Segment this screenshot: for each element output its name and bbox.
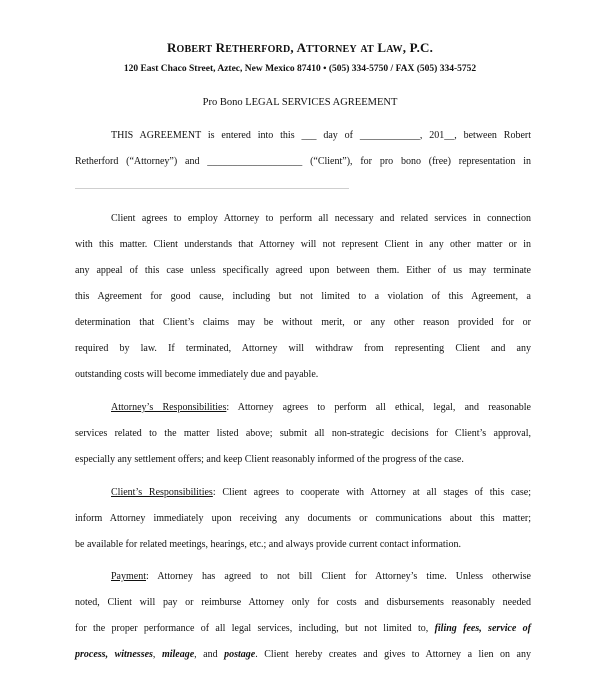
- payment-paragraph: [75, 564, 531, 668]
- mileage-term: mileage: [161, 649, 195, 660]
- attorney-responsibilities-heading: Attorney’s Responsibilities: [111, 402, 227, 413]
- paragraph-line: Client’s Responsibilities: Client agrees to cooperate with Attorney at all stages of this case;: [111, 487, 531, 498]
- intro-line: THIS AGREEMENT is entered into this ___ day of ____________, 201__, between Robert: [111, 130, 531, 141]
- payment-heading: Payment: [111, 571, 146, 582]
- engagement-paragraph: [75, 206, 531, 388]
- paragraph-line: any appeal of this case unless specifically agreed upon between them. Either of us may terminate: [75, 265, 531, 276]
- document-title: Pro Bono LEGAL SERVICES AGREEMENT: [202, 97, 398, 108]
- paragraph-line: inform Attorney immediately upon receiving any documents or communications about this matter;: [75, 513, 531, 524]
- paragraph-line: with this matter. Client understands that Attorney will not represent Client in any other matter or in: [75, 239, 531, 250]
- intro-paragraph: [75, 123, 531, 175]
- attorney-responsibilities-paragraph: [75, 395, 531, 473]
- firm-name: ROBERT RETHERFORD, ATTORNEY AT LAW, P.C.: [166, 40, 434, 55]
- paragraph-line: determination that Client’s claims may be without merit, or any other reason provided for or: [75, 317, 531, 328]
- paragraph-line: Payment: Attorney has agreed to not bill Client for Attorney’s time. Unless otherwise: [111, 571, 531, 582]
- paragraph-line: be available for related meetings, hearings, etc.; and always provide current contact information.: [75, 539, 461, 550]
- paragraph-line: for the proper performance of all legal services, including, but not limited to, filing fees, service of: [75, 623, 532, 634]
- paragraph-line: outstanding costs will become immediately due and payable.: [75, 369, 319, 380]
- paragraph-line: especially any settlement offers; and keep Client reasonably informed of the progress of the case.: [75, 454, 464, 465]
- paragraph-line: required by law. If terminated, Attorney will withdraw from representing Client and any: [75, 343, 531, 354]
- paragraph-line: noted, Client will pay or reimburse Attorney only for costs and disbursements reasonably needed: [75, 597, 531, 608]
- firm-address: 120 East Chaco Street, Aztec, New Mexico 87410 • (505) 334-5750 / FAX (505) 334-5752: [123, 64, 477, 74]
- paragraph-line: Attorney’s Responsibilities: Attorney agrees to perform all ethical, legal, and reasonable: [111, 402, 531, 413]
- client-responsibilities-paragraph: [75, 480, 531, 558]
- signature-blank-line: [75, 188, 349, 189]
- postage-term: postage: [224, 649, 256, 660]
- paragraph-line: process, witnesses, mileage, and postage. Client hereby creates and gives to Attorney a lien on any: [75, 649, 531, 660]
- paragraph-line: services related to the matter listed above; submit all non-strategic decisions for Client’s approval,: [75, 428, 531, 439]
- service-of-process-term: service of: [488, 623, 532, 634]
- intro-line: Retherford (“Attorney”) and ___________________ (“Client”), for pro bono (free) representation in: [75, 156, 531, 167]
- client-responsibilities-heading: Client’s Responsibilities: [111, 487, 213, 498]
- paragraph-line: Client agrees to employ Attorney to perform all necessary and related services in connection: [111, 213, 531, 224]
- paragraph-line: this Agreement for good cause, including but not limited to a violation of this Agreement, a: [75, 291, 531, 302]
- filing-fees-term: filing fees: [434, 623, 480, 634]
- witnesses-term: witnesses: [114, 649, 153, 660]
